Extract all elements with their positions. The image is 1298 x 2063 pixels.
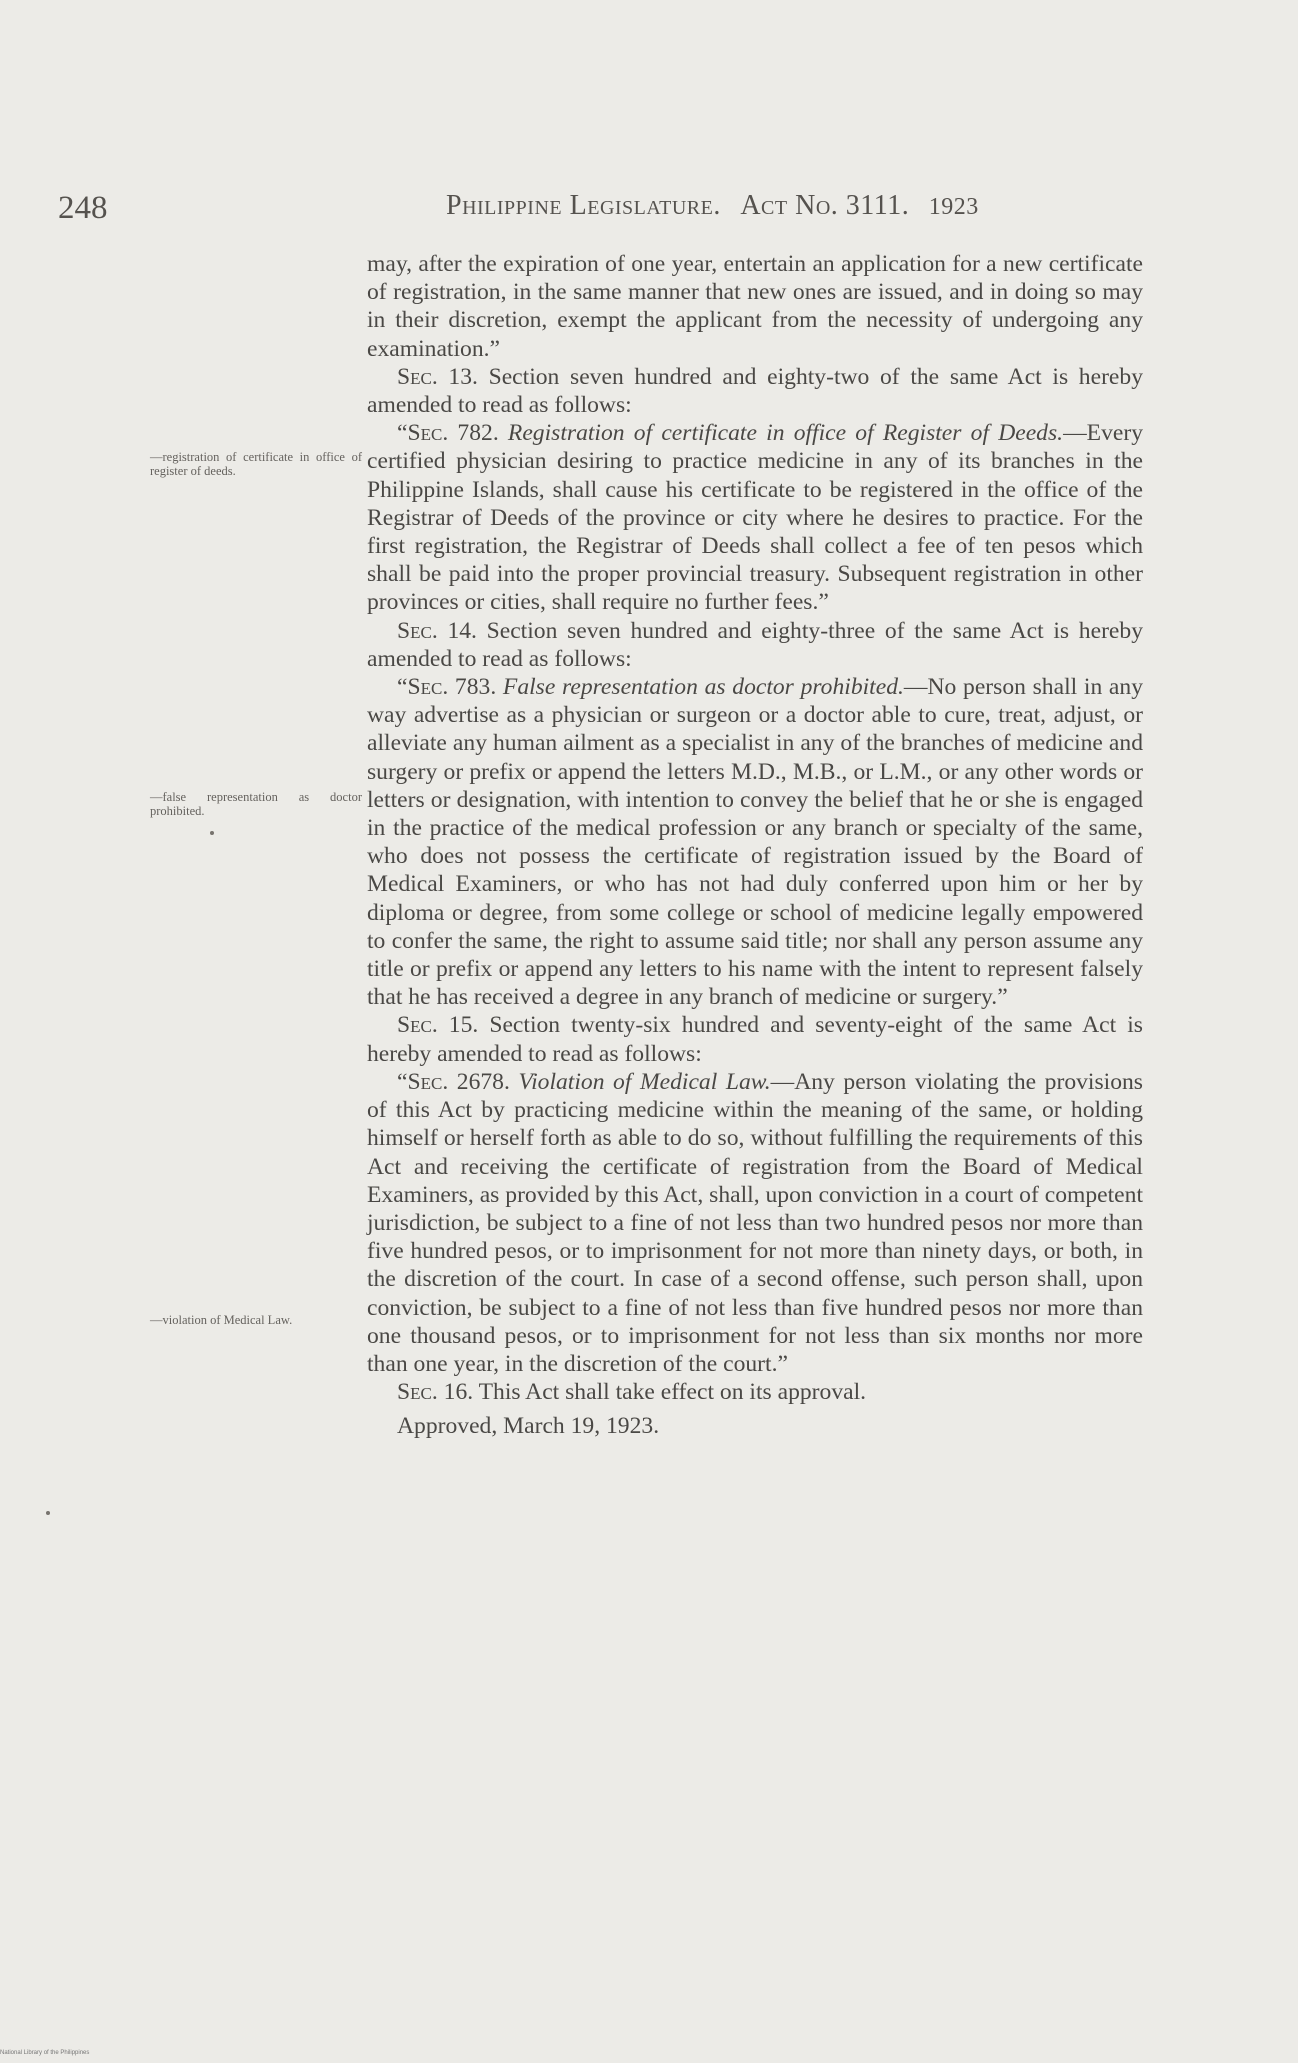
running-head-act: Act No. 3111. [740, 190, 910, 221]
section-label: Sec. [397, 363, 438, 390]
running-head [446, 190, 979, 222]
section-2678 [367, 1068, 1143, 1378]
margin-note-violation: —violation of Medical Law. [150, 1313, 293, 1327]
section-text: —Any person violating the provisions of this Act by practicing medicine within the meaning of the same, or holding himself or herself forth as able to do so, without fulfilling the requirements of this Act and receiving the certificate of registration from the Board of Medical Examiners, as provided by this Act, shall, upon conviction in a court of competent jurisdiction, be subject to a fine of not less than two hundred pesos nor more than five hundred pesos, or to imprisonment for not more than ninety days, or both, in the discretion of the court. In case of a second offense, such person shall, upon conviction, be subject to a fine of not less than five hundred pesos nor more than one thousand pesos, or to imprisonment for not less than six months nor more than one year, in the discretion of the court.” [367, 1068, 1143, 1377]
section-782 [367, 419, 1143, 616]
body-text [367, 250, 1143, 1441]
section-label: Sec. [407, 420, 449, 447]
margin-dot [46, 1511, 50, 1515]
footer-credit: National Library of the Philippines [0, 2050, 90, 2056]
section-16 [367, 1378, 1143, 1406]
section-text: 13. Section seven hundred and eighty-two of the same Act is hereby amended to read as follows: [367, 363, 1143, 419]
section-text: —No person shall in any way advertise as a physician or surgeon or a doctor able to cure, treat, adjust, or alleviate any human ailment as a specialist in any of the branches of medicine and surgery or prefix or append the letters M.D., M.B., or L.M., or any other words or letters or designation, with intention to convey the belief that he or she is engaged in the practice of the medical profession or any branch or specialty of the same, who does not possess the certificate of registration issued by the Board of Medical Examiners, or who has not had duly conferred upon him or her by diploma or degree, from some college or school of medicine legally empowered to confer the same, the right to assume said title; nor shall any person assume any title or prefix or append any letters to his name with the intent to represent falsely that he has received a degree in any branch of medicine or surgery.” [367, 674, 1144, 1011]
section-caption: Registration of certificate in office of Register of Deeds. [507, 420, 1064, 447]
section-label: Sec. [397, 1379, 438, 1406]
section-text: —Every certified physician desiring to practice medicine in any of its branches in the Philippine Islands, shall cause his certificate to be registered in the office of the Registrar of Deeds of the province or city where he desires to practice. For the first registration, the Registrar of Deeds shall collect a fee of ten pesos which shall be paid into the proper provincial treasury. Subsequent registration in other provinces or cities, shall require no further fees.” [367, 420, 1143, 616]
section-13 [367, 363, 1143, 419]
open-quote: “ [397, 420, 408, 447]
section-14 [367, 617, 1143, 673]
running-head-year: 1923 [928, 194, 979, 220]
section-text: 14. Section seven hundred and eighty-three of the same Act is hereby amended to read as follows: [367, 617, 1143, 672]
open-quote: “ [397, 1068, 408, 1095]
section-text: 15. Section twenty-six hundred and seventy-eight of the same Act is hereby amended to read as follows: [367, 1012, 1143, 1067]
margin-note-registration: —registration of certificate in office of register of deeds. [150, 450, 362, 478]
section-label: Sec. [407, 1068, 449, 1095]
page-number: 248 [58, 190, 108, 226]
margin-dot [210, 831, 214, 835]
section-number: 783. [448, 674, 503, 701]
open-quote: “ [397, 674, 408, 701]
paragraph-continuation: may, after the expiration of one year, entertain an application for a new certificate of registration, in the same manner that new ones are issued, and in doing so may in their discretion, exempt the applicant from the necessity of undergoing any examination.” [367, 251, 1143, 362]
running-head-legislature: Philippine Legislature. [446, 190, 721, 221]
section-number: 782. [448, 420, 508, 447]
section-label: Sec. [407, 674, 449, 701]
section-15 [367, 1011, 1143, 1067]
section-label: Sec. [397, 1012, 438, 1039]
margin-note-false-representation: —false representation as doctor prohibited. [150, 790, 362, 818]
approval-line: Approved, March 19, 1923. [397, 1413, 660, 1440]
section-number: 2678. [448, 1068, 519, 1095]
section-caption: Violation of Medical Law. [518, 1068, 771, 1095]
section-text: 16. This Act shall take effect on its approval. [437, 1379, 867, 1406]
section-783 [367, 673, 1143, 1011]
section-label: Sec. [397, 617, 438, 644]
section-caption: False representation as doctor prohibited. [502, 674, 904, 701]
